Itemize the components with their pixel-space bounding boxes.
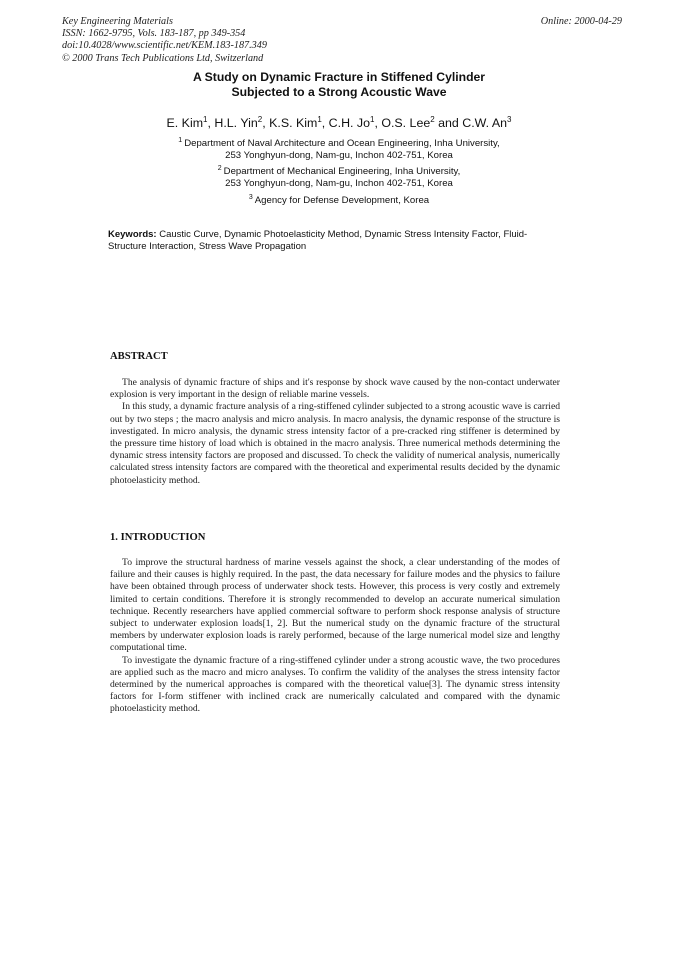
affiliation-address: 253 Yonghyun-dong, Nam-gu, Inchon 402-751, Korea [225,178,453,189]
introduction-heading: 1. INTRODUCTION [110,532,206,543]
issn-line: ISSN: 1662-9795, Vols. 183-187, pp 349-354 [62,28,246,40]
author-separator: and [434,116,463,130]
affiliation-number: 2 [217,165,222,172]
author-affiliation-mark: 1 [203,115,208,124]
affiliation-2 [0,166,678,190]
author-affiliation-mark: 3 [507,115,512,124]
abstract-heading: ABSTRACT [110,351,168,362]
keywords-block [108,229,548,253]
introduction-body [110,557,560,716]
author-name: K.S. Kim [269,116,318,130]
affiliation-address: 253 Yonghyun-dong, Nam-gu, Inchon 402-751, Korea [225,150,453,161]
keywords-label: Keywords: [108,229,157,240]
keywords-text: Caustic Curve, Dynamic Photoelasticity Method, Dynamic Stress Intensity Factor, Fluid-Structure Interaction, Stress Wave Propagation [108,229,528,252]
abstract-body [110,377,560,487]
copyright-line: © 2000 Trans Tech Publications Ltd, Switzerland [62,52,264,64]
author-affiliation-mark: 1 [317,115,322,124]
doi-line[interactable]: doi:10.4028/www.scientific.net/KEM.183-187.349 [62,40,267,52]
author-name: H.L. Yin [214,116,258,130]
affiliation-number: 3 [248,194,253,201]
title-line-1: A Study on Dynamic Fracture in Stiffened Cylinder [192,70,486,84]
introduction-paragraph: To improve the structural hardness of marine vessels against the shock, a clear understanding of the modes of failure and their causes is highly required. In the past, the data necessary for failure modes and the physics to failure have been obtained through process of underwater shock tests. However, this process is very costly and extremely limited to certain conditions. Therefore it is strongly recommended to develop an accurate numerical simulation technique. Recently researchers have applied commercial software to perform shock response analysis of structure subject to underwater explosion loads[1, 2]. But the numerical study on the dynamic fracture of the structural members by underwater explosion loads is rarely performed, because of the large numerical model size and lengthy computational time. [110,557,560,654]
author-name: O.S. Lee [381,116,431,130]
author-name: E. Kim [166,116,204,130]
author-separator: , [321,116,329,130]
affiliation-line: Agency for Defense Development, Korea [254,195,430,206]
abstract-paragraph: In this study, a dynamic fracture analysis of a ring-stiffened cylinder subjected to a strong acoustic wave is carried out by two steps ; the macro analysis and micro analysis. In macro analysis, the dynamic response of the structure is investigated. In micro analysis, the dynamic stress intensity factor of a pre-cracked ring stiffener is determined by the pressure time history of load which is obtained in the macro analysis. Three numerical methods determining the dynamic stress intensity factors are proposed and discussed. To check the validity of numerical analysis, numerically calculated stress intensity factors are compared with the theoretical and experimental results decided by the dynamic photoelasticity method. [110,401,560,486]
paper-title [0,70,678,100]
author-separator: , [374,116,382,130]
author-list [0,115,678,131]
author-name: C.W. An [462,116,508,130]
author-affiliation-mark: 2 [430,115,435,124]
author-separator: , [207,116,215,130]
introduction-paragraph: To investigate the dynamic fracture of a ring-stiffened cylinder under a strong acoustic wave, the two procedures are applied such as the macro and micro analyses. To confirm the validity of the analyses the stress intensity factor determined by the numerical approaches is compared with the theoretical value[3]. The dynamic stress intensity factors for I-form stiffener with inclined crack are numerically calculated and compared with the dynamic photoelasticity method. [110,654,560,715]
abstract-paragraph: The analysis of dynamic fracture of ships and it's response by shock wave caused by the non-contact underwater explosion is very important in the design of reliable marine vessels. [110,377,560,401]
affiliation-1 [0,138,678,162]
author-separator: , [262,116,270,130]
affiliation-line: Department of Naval Architecture and Ocean Engineering, Inha University, [184,138,500,149]
title-line-2: Subjected to a Strong Acoustic Wave [231,85,447,99]
affiliation-3 [0,195,678,207]
journal-name: Key Engineering Materials [62,16,173,27]
affiliation-number: 1 [178,137,183,144]
online-date: Online: 2000-04-29 [540,16,622,27]
affiliation-line: Department of Mechanical Engineering, Inha University, [223,166,461,177]
author-affiliation-mark: 1 [369,115,375,124]
journal-header [62,16,622,65]
author-affiliation-mark: 2 [257,115,263,124]
author-name: C.H. Jo [328,116,370,130]
